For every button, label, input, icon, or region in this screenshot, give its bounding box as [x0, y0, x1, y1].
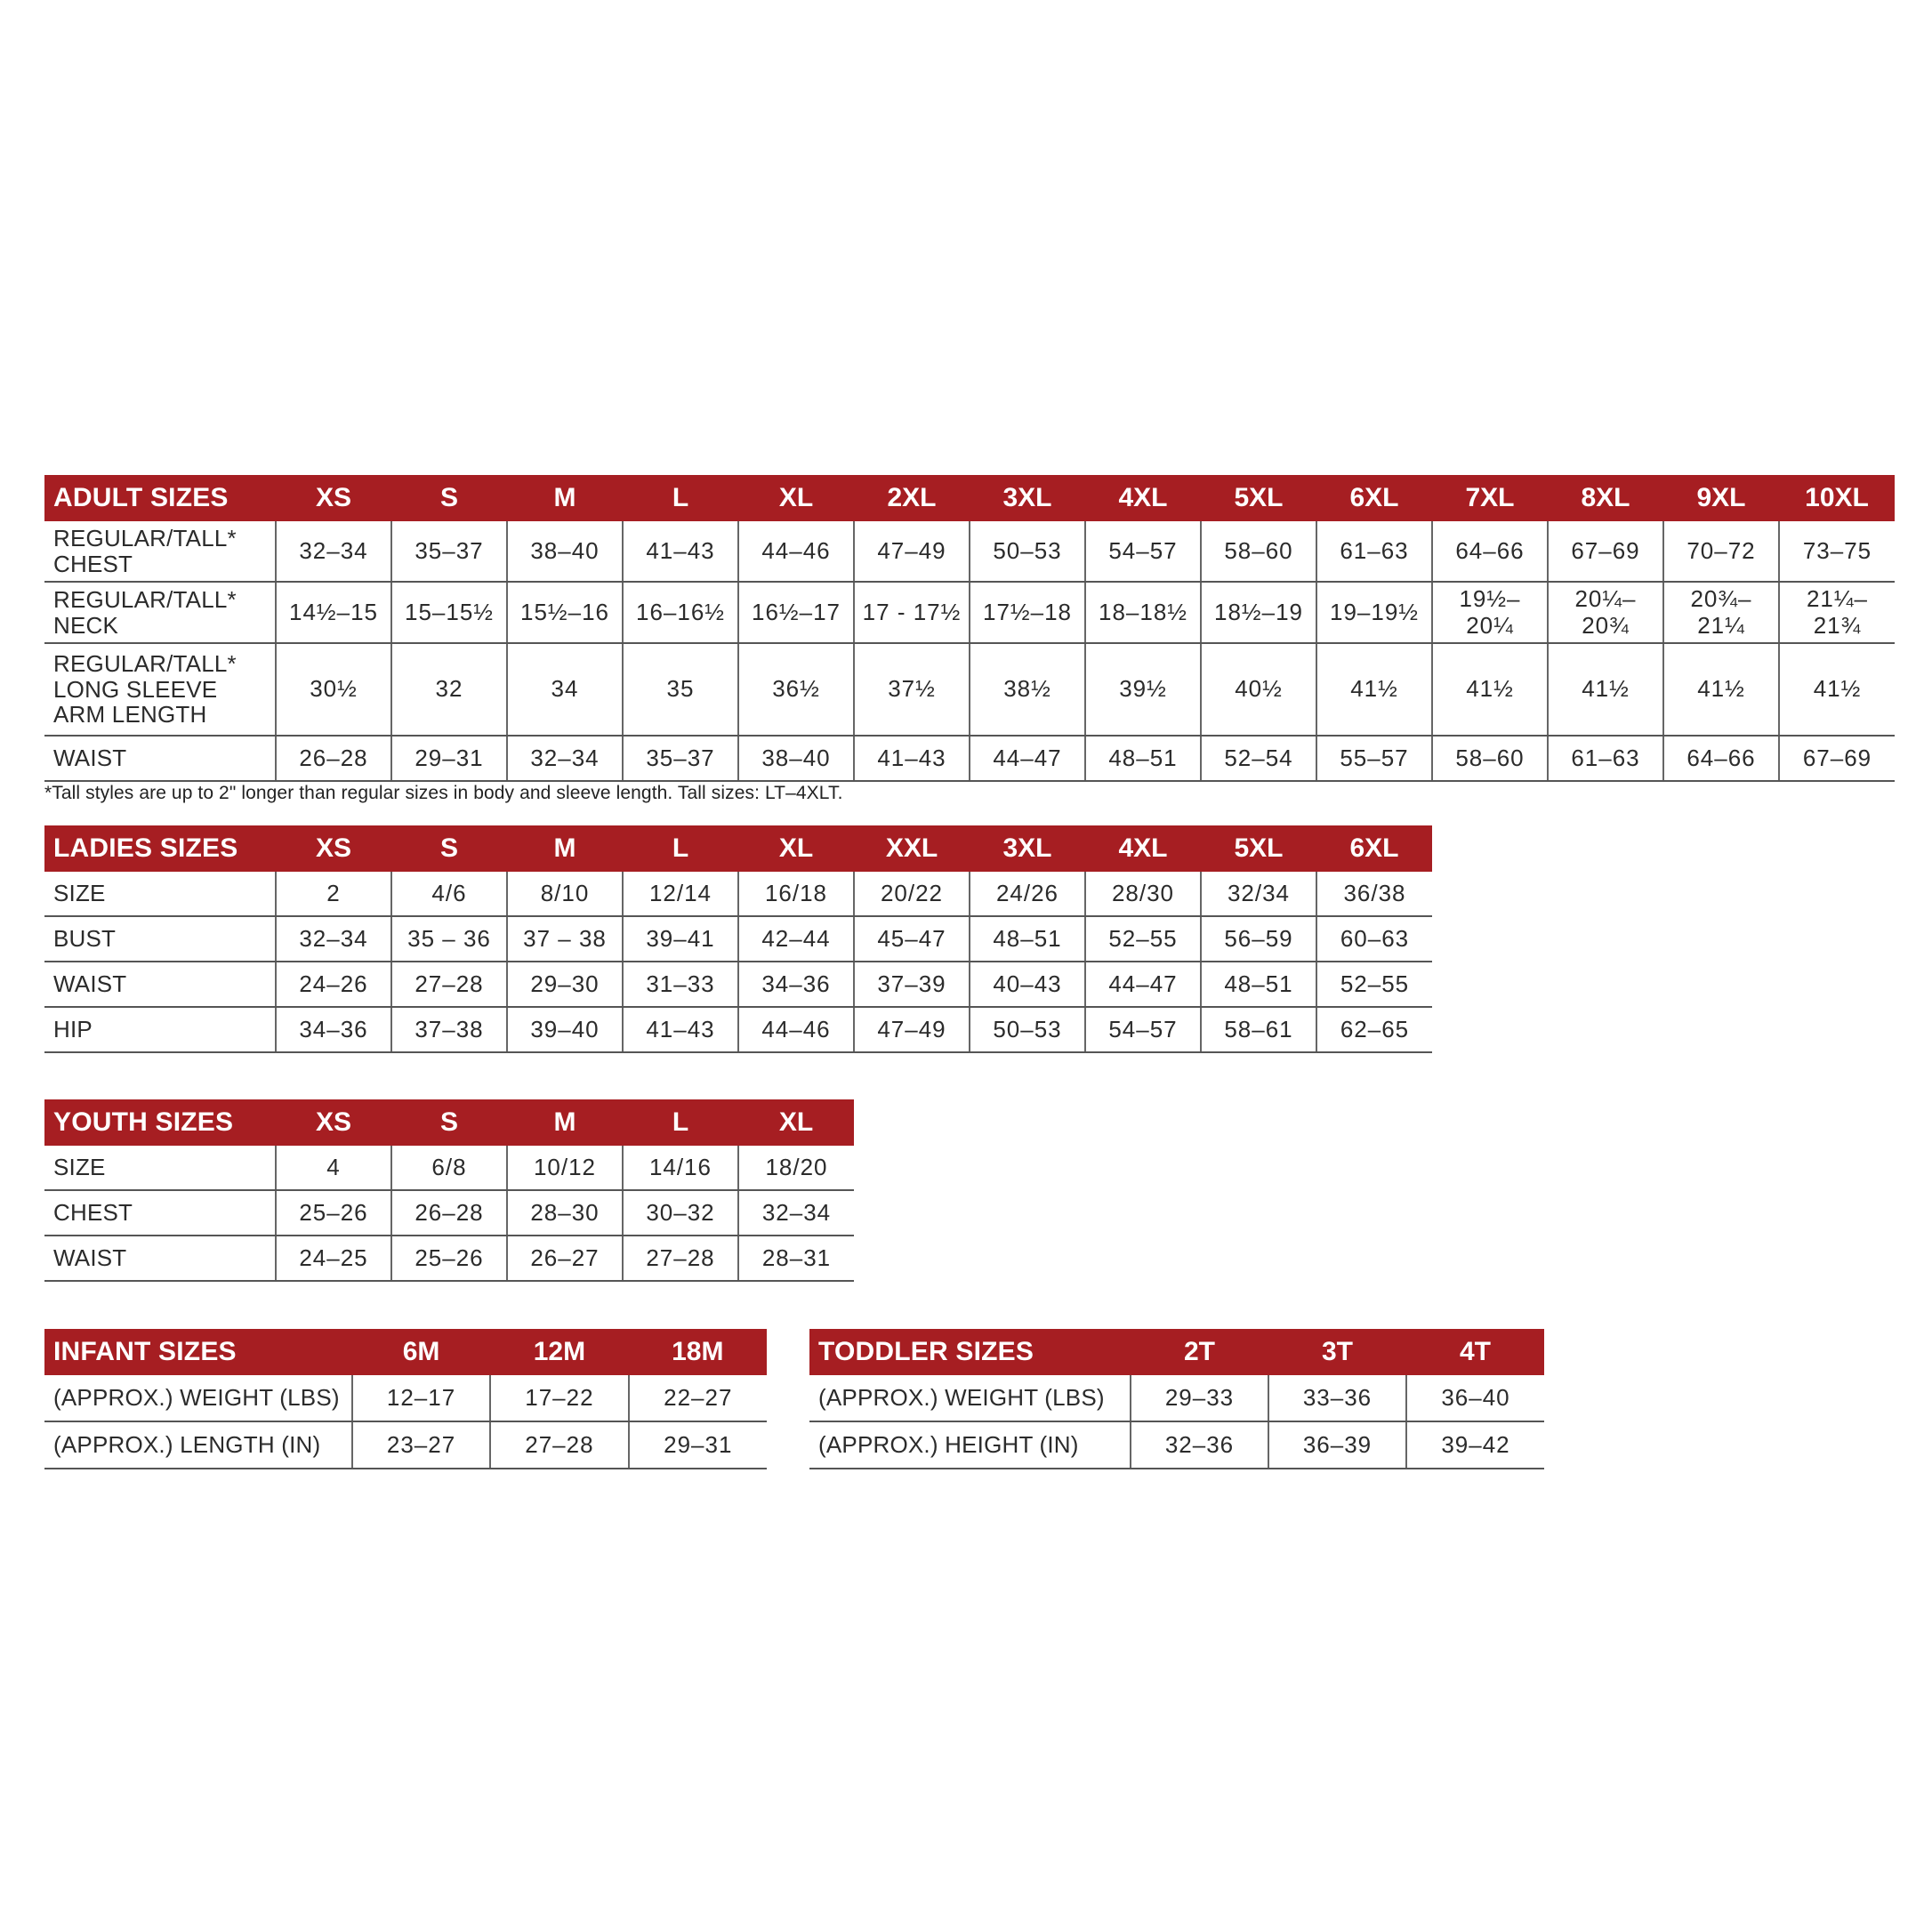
size-header: 4T — [1406, 1329, 1544, 1375]
row-label: WAIST — [44, 962, 276, 1007]
table-cell: 29–31 — [391, 736, 507, 781]
table-row — [44, 521, 1895, 582]
tall-sizes-footnote: *Tall styles are up to 2" longer than regular sizes in body and sleeve length. Tall sizes: LT–4XLT. — [44, 783, 843, 803]
size-header: L — [623, 1099, 738, 1146]
table-cell: 37½ — [854, 643, 970, 736]
table-row — [44, 1007, 1432, 1052]
table-cell: 18–18½ — [1085, 582, 1201, 643]
size-header: XS — [276, 475, 391, 521]
table-cell: 39½ — [1085, 643, 1201, 736]
table-cell: 19–19½ — [1316, 582, 1432, 643]
table-cell: 35 — [623, 643, 738, 736]
size-header: 6M — [352, 1329, 490, 1375]
youth-sizes-table — [44, 1099, 854, 1282]
row-label: SIZE — [44, 1146, 276, 1190]
table-cell: 33–36 — [1268, 1375, 1406, 1421]
size-header: XL — [738, 825, 854, 872]
table-cell: 16/18 — [738, 872, 854, 916]
size-header: L — [623, 825, 738, 872]
table-cell: 24–25 — [276, 1236, 391, 1281]
size-header: 10XL — [1779, 475, 1895, 521]
table-cell: 44–47 — [1085, 962, 1201, 1007]
table-header-row — [44, 1099, 854, 1146]
table-row — [44, 736, 1895, 781]
table-cell: 36–39 — [1268, 1421, 1406, 1469]
table-cell: 30–32 — [623, 1190, 738, 1236]
table-cell: 36–40 — [1406, 1375, 1544, 1421]
table-title: INFANT SIZES — [44, 1329, 352, 1375]
table-row — [809, 1375, 1544, 1421]
table-cell: 29–30 — [507, 962, 623, 1007]
table-cell: 10/12 — [507, 1146, 623, 1190]
table-cell: 39–40 — [507, 1007, 623, 1052]
table-header-row — [44, 1329, 767, 1375]
table-cell: 48–51 — [970, 916, 1085, 962]
table-cell: 47–49 — [854, 521, 970, 582]
table-cell: 18/20 — [738, 1146, 854, 1190]
table-row — [44, 1375, 767, 1421]
table-row — [44, 1190, 854, 1236]
table-row — [809, 1421, 1544, 1469]
size-header: 3XL — [970, 475, 1085, 521]
table-title: ADULT SIZES — [44, 475, 276, 521]
size-header: M — [507, 825, 623, 872]
size-header: 12M — [490, 1329, 628, 1375]
table-cell: 31–33 — [623, 962, 738, 1007]
table-cell: 50–53 — [970, 521, 1085, 582]
table-cell: 58–60 — [1432, 736, 1548, 781]
table-cell: 28–31 — [738, 1236, 854, 1281]
table-cell: 26–28 — [276, 736, 391, 781]
table-cell: 41–43 — [854, 736, 970, 781]
table-cell: 32–34 — [738, 1190, 854, 1236]
table-row — [44, 916, 1432, 962]
table-cell: 20¼– 20¾ — [1548, 582, 1663, 643]
table-cell: 4 — [276, 1146, 391, 1190]
table-cell: 20¾– 21¼ — [1663, 582, 1779, 643]
table-cell: 41½ — [1779, 643, 1895, 736]
size-header: 9XL — [1663, 475, 1779, 521]
table-cell: 44–46 — [738, 1007, 854, 1052]
table-cell: 67–69 — [1548, 521, 1663, 582]
size-header: S — [391, 825, 507, 872]
table-cell: 34 — [507, 643, 623, 736]
table-cell: 39–42 — [1406, 1421, 1544, 1469]
table-cell: 17–22 — [490, 1375, 628, 1421]
table-cell: 30½ — [276, 643, 391, 736]
table-cell: 64–66 — [1663, 736, 1779, 781]
table-header-row — [44, 825, 1432, 872]
table-cell: 27–28 — [391, 962, 507, 1007]
table-cell: 15½–16 — [507, 582, 623, 643]
table-cell: 41½ — [1548, 643, 1663, 736]
table-cell: 37–38 — [391, 1007, 507, 1052]
table-header-row — [44, 475, 1895, 521]
row-label: WAIST — [44, 736, 276, 781]
table-cell: 26–27 — [507, 1236, 623, 1281]
size-header: L — [623, 475, 738, 521]
table-cell: 32–34 — [276, 521, 391, 582]
table-cell: 28–30 — [507, 1190, 623, 1236]
table-cell: 47–49 — [854, 1007, 970, 1052]
table-cell: 12/14 — [623, 872, 738, 916]
table-cell: 32/34 — [1201, 872, 1316, 916]
table-cell: 58–60 — [1201, 521, 1316, 582]
table-cell: 32–34 — [276, 916, 391, 962]
size-header: 6XL — [1316, 825, 1432, 872]
table-cell: 19½– 20¼ — [1432, 582, 1548, 643]
table-title: YOUTH SIZES — [44, 1099, 276, 1146]
table-cell: 52–55 — [1316, 962, 1432, 1007]
table-cell: 35–37 — [391, 521, 507, 582]
ladies-sizes-table — [44, 825, 1432, 1053]
table-cell: 48–51 — [1085, 736, 1201, 781]
table-cell: 61–63 — [1316, 521, 1432, 582]
row-label: (APPROX.) WEIGHT (LBS) — [44, 1375, 352, 1421]
table-cell: 67–69 — [1779, 736, 1895, 781]
table-cell: 18½–19 — [1201, 582, 1316, 643]
table-cell: 44–46 — [738, 521, 854, 582]
table-cell: 35–37 — [623, 736, 738, 781]
row-label: REGULAR/TALL* LONG SLEEVE ARM LENGTH — [44, 643, 276, 736]
size-header: 6XL — [1316, 475, 1432, 521]
size-header: 2T — [1131, 1329, 1268, 1375]
table-cell: 42–44 — [738, 916, 854, 962]
table-row — [44, 643, 1895, 736]
size-header: 5XL — [1201, 475, 1316, 521]
table-cell: 38–40 — [507, 521, 623, 582]
table-cell: 24–26 — [276, 962, 391, 1007]
table-cell: 62–65 — [1316, 1007, 1432, 1052]
table-row — [44, 1421, 767, 1469]
table-cell: 41½ — [1316, 643, 1432, 736]
table-cell: 41–43 — [623, 521, 738, 582]
table-cell: 27–28 — [623, 1236, 738, 1281]
table-title: LADIES SIZES — [44, 825, 276, 872]
row-label: SIZE — [44, 872, 276, 916]
table-cell: 27–28 — [490, 1421, 628, 1469]
table-cell: 36½ — [738, 643, 854, 736]
size-header: XL — [738, 1099, 854, 1146]
table-cell: 58–61 — [1201, 1007, 1316, 1052]
size-header: 4XL — [1085, 475, 1201, 521]
table-cell: 39–41 — [623, 916, 738, 962]
row-label: BUST — [44, 916, 276, 962]
table-cell: 61–63 — [1548, 736, 1663, 781]
table-cell: 32 — [391, 643, 507, 736]
table-row — [44, 1146, 854, 1190]
row-label: HIP — [44, 1007, 276, 1052]
infant-sizes-table — [44, 1329, 767, 1469]
size-header: 4XL — [1085, 825, 1201, 872]
size-header: S — [391, 475, 507, 521]
table-cell: 35 – 36 — [391, 916, 507, 962]
table-row — [44, 1236, 854, 1281]
table-cell: 55–57 — [1316, 736, 1432, 781]
table-cell: 73–75 — [1779, 521, 1895, 582]
row-label: (APPROX.) LENGTH (IN) — [44, 1421, 352, 1469]
table-cell: 29–33 — [1131, 1375, 1268, 1421]
table-cell: 34–36 — [738, 962, 854, 1007]
table-cell: 52–54 — [1201, 736, 1316, 781]
table-cell: 32–36 — [1131, 1421, 1268, 1469]
table-cell: 45–47 — [854, 916, 970, 962]
size-header: XS — [276, 1099, 391, 1146]
table-cell: 54–57 — [1085, 1007, 1201, 1052]
row-label: (APPROX.) HEIGHT (IN) — [809, 1421, 1131, 1469]
table-cell: 17½–18 — [970, 582, 1085, 643]
table-cell: 25–26 — [391, 1236, 507, 1281]
table-row — [44, 962, 1432, 1007]
table-header-row — [809, 1329, 1544, 1375]
table-cell: 48–51 — [1201, 962, 1316, 1007]
table-cell: 41½ — [1432, 643, 1548, 736]
table-cell: 15–15½ — [391, 582, 507, 643]
size-header: 18M — [629, 1329, 767, 1375]
table-cell: 34–36 — [276, 1007, 391, 1052]
table-row — [44, 582, 1895, 643]
table-cell: 21¼– 21¾ — [1779, 582, 1895, 643]
table-cell: 29–31 — [629, 1421, 767, 1469]
table-cell: 37 – 38 — [507, 916, 623, 962]
size-header: 3T — [1268, 1329, 1406, 1375]
table-cell: 14/16 — [623, 1146, 738, 1190]
row-label: CHEST — [44, 1190, 276, 1236]
size-header: M — [507, 1099, 623, 1146]
size-header: XS — [276, 825, 391, 872]
size-header: 7XL — [1432, 475, 1548, 521]
size-header: 3XL — [970, 825, 1085, 872]
table-cell: 41–43 — [623, 1007, 738, 1052]
table-cell: 32–34 — [507, 736, 623, 781]
size-header: 8XL — [1548, 475, 1663, 521]
table-cell: 2 — [276, 872, 391, 916]
table-cell: 52–55 — [1085, 916, 1201, 962]
table-cell: 50–53 — [970, 1007, 1085, 1052]
table-cell: 22–27 — [629, 1375, 767, 1421]
table-cell: 25–26 — [276, 1190, 391, 1236]
table-cell: 38–40 — [738, 736, 854, 781]
table-cell: 44–47 — [970, 736, 1085, 781]
table-cell: 6/8 — [391, 1146, 507, 1190]
toddler-sizes-table — [809, 1329, 1544, 1469]
table-cell: 8/10 — [507, 872, 623, 916]
table-cell: 54–57 — [1085, 521, 1201, 582]
table-cell: 64–66 — [1432, 521, 1548, 582]
size-header: XXL — [854, 825, 970, 872]
table-cell: 20/22 — [854, 872, 970, 916]
table-cell: 37–39 — [854, 962, 970, 1007]
size-header: XL — [738, 475, 854, 521]
row-label: REGULAR/TALL* NECK — [44, 582, 276, 643]
table-cell: 26–28 — [391, 1190, 507, 1236]
table-cell: 38½ — [970, 643, 1085, 736]
size-header: S — [391, 1099, 507, 1146]
table-cell: 24/26 — [970, 872, 1085, 916]
table-cell: 36/38 — [1316, 872, 1432, 916]
table-cell: 17 - 17½ — [854, 582, 970, 643]
adult-sizes-table — [44, 475, 1895, 782]
size-header: 5XL — [1201, 825, 1316, 872]
table-cell: 23–27 — [352, 1421, 490, 1469]
table-cell: 56–59 — [1201, 916, 1316, 962]
table-cell: 28/30 — [1085, 872, 1201, 916]
table-cell: 16½–17 — [738, 582, 854, 643]
table-cell: 41½ — [1663, 643, 1779, 736]
size-header: 2XL — [854, 475, 970, 521]
table-title: TODDLER SIZES — [809, 1329, 1131, 1375]
table-cell: 60–63 — [1316, 916, 1432, 962]
table-cell: 14½–15 — [276, 582, 391, 643]
row-label: REGULAR/TALL* CHEST — [44, 521, 276, 582]
table-cell: 40–43 — [970, 962, 1085, 1007]
row-label: WAIST — [44, 1236, 276, 1281]
table-cell: 4/6 — [391, 872, 507, 916]
size-header: M — [507, 475, 623, 521]
table-cell: 16–16½ — [623, 582, 738, 643]
table-row — [44, 872, 1432, 916]
row-label: (APPROX.) WEIGHT (LBS) — [809, 1375, 1131, 1421]
table-cell: 40½ — [1201, 643, 1316, 736]
table-cell: 12–17 — [352, 1375, 490, 1421]
table-cell: 70–72 — [1663, 521, 1779, 582]
